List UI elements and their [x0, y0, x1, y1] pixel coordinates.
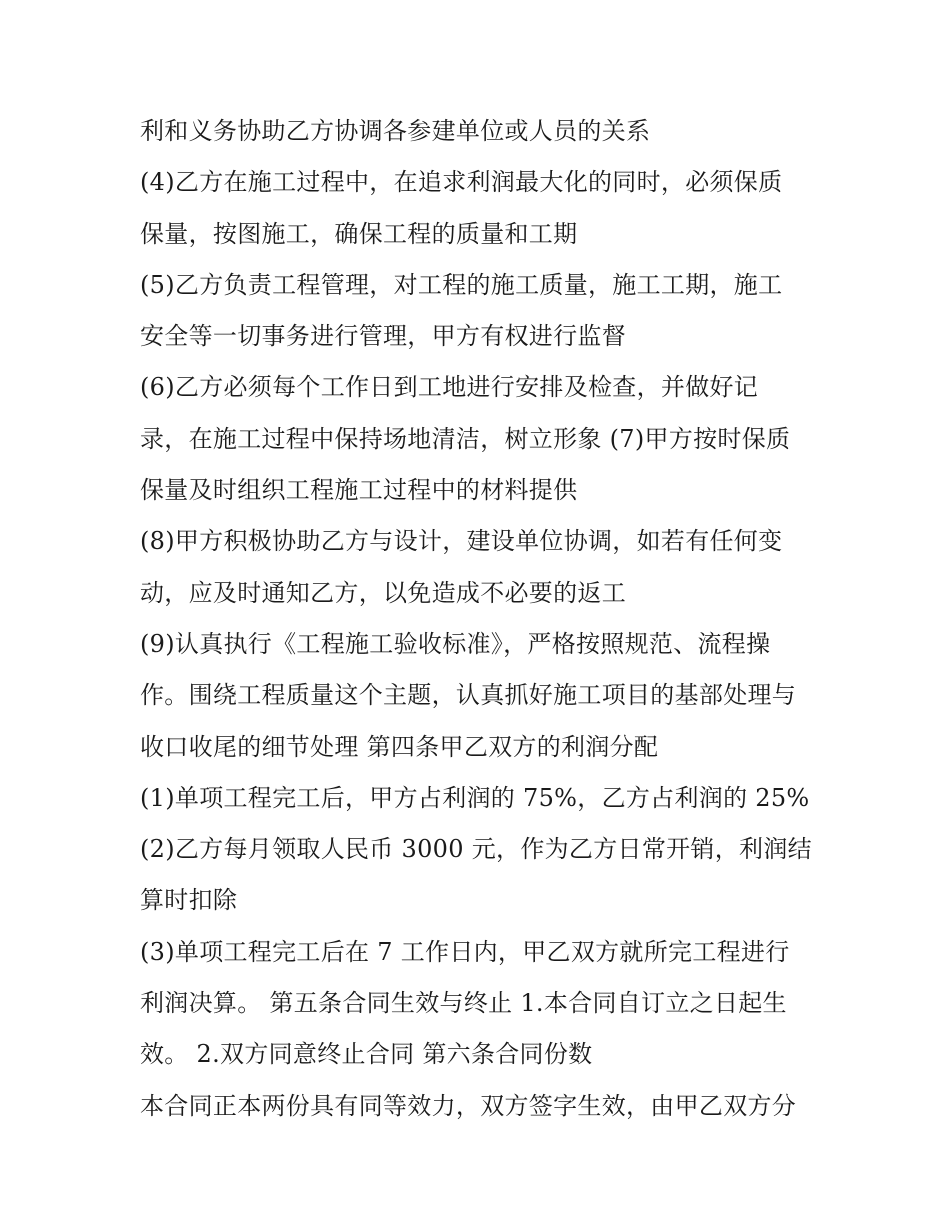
- text-line: 效。 2.双方同意终止合同 第六条合同份数: [140, 1040, 593, 1069]
- text-line: (8)甲方积极协助乙方与设计，建设单位协调，如若有任何变: [140, 527, 783, 556]
- text-line: 利和义务协助乙方协调各参建单位或人员的关系: [140, 117, 651, 145]
- text-line: 作。围绕工程质量这个主题，认真抓好施工项目的基部处理与: [140, 681, 797, 710]
- text-line: (4)乙方在施工过程中，在追求利润最大化的同时，必须保质: [140, 168, 783, 197]
- text-line: 录，在施工过程中保持场地清洁，树立形象 (7)甲方按时保质: [140, 424, 791, 453]
- text-line: (9)认真执行《工程施工验收标准》，严格按照规范、流程操: [140, 629, 771, 658]
- text-line: 收口收尾的细节处理 第四条甲乙双方的利润分配: [140, 732, 659, 761]
- text-line: 安全等一切事务进行管理，甲方有权进行监督: [140, 322, 626, 351]
- text-line: 保量及时组织工程施工过程中的材料提供: [140, 476, 578, 505]
- text-line: (5)乙方负责工程管理，对工程的施工质量，施工工期，施工: [140, 270, 783, 299]
- text-line: (2)乙方每月领取人民币 3000 元，作为乙方日常开销，利润结: [140, 835, 812, 864]
- text-line: (6)乙方必须每个工作日到工地进行安排及检查，并做好记: [140, 373, 759, 402]
- text-line: 保量，按图施工，确保工程的质量和工期: [140, 219, 578, 248]
- document-body: [140, 106, 830, 1132]
- text-line: 算时扣除: [140, 886, 238, 915]
- text-line: 动，应及时通知乙方，以免造成不必要的返工: [140, 578, 626, 607]
- text-line: 本合同正本两份具有同等效力，双方签字生效，由甲乙双方分: [140, 1091, 797, 1120]
- text-line: 利润决算。 第五条合同生效与终止 1.本合同自订立之日起生: [140, 989, 787, 1018]
- text-line: (1)单项工程完工后，甲方占利润的 75%，乙方占利润的 25%: [140, 783, 810, 812]
- text-line: (3)单项工程完工后在 7 工作日内，甲乙双方就所完工程进行: [140, 937, 790, 966]
